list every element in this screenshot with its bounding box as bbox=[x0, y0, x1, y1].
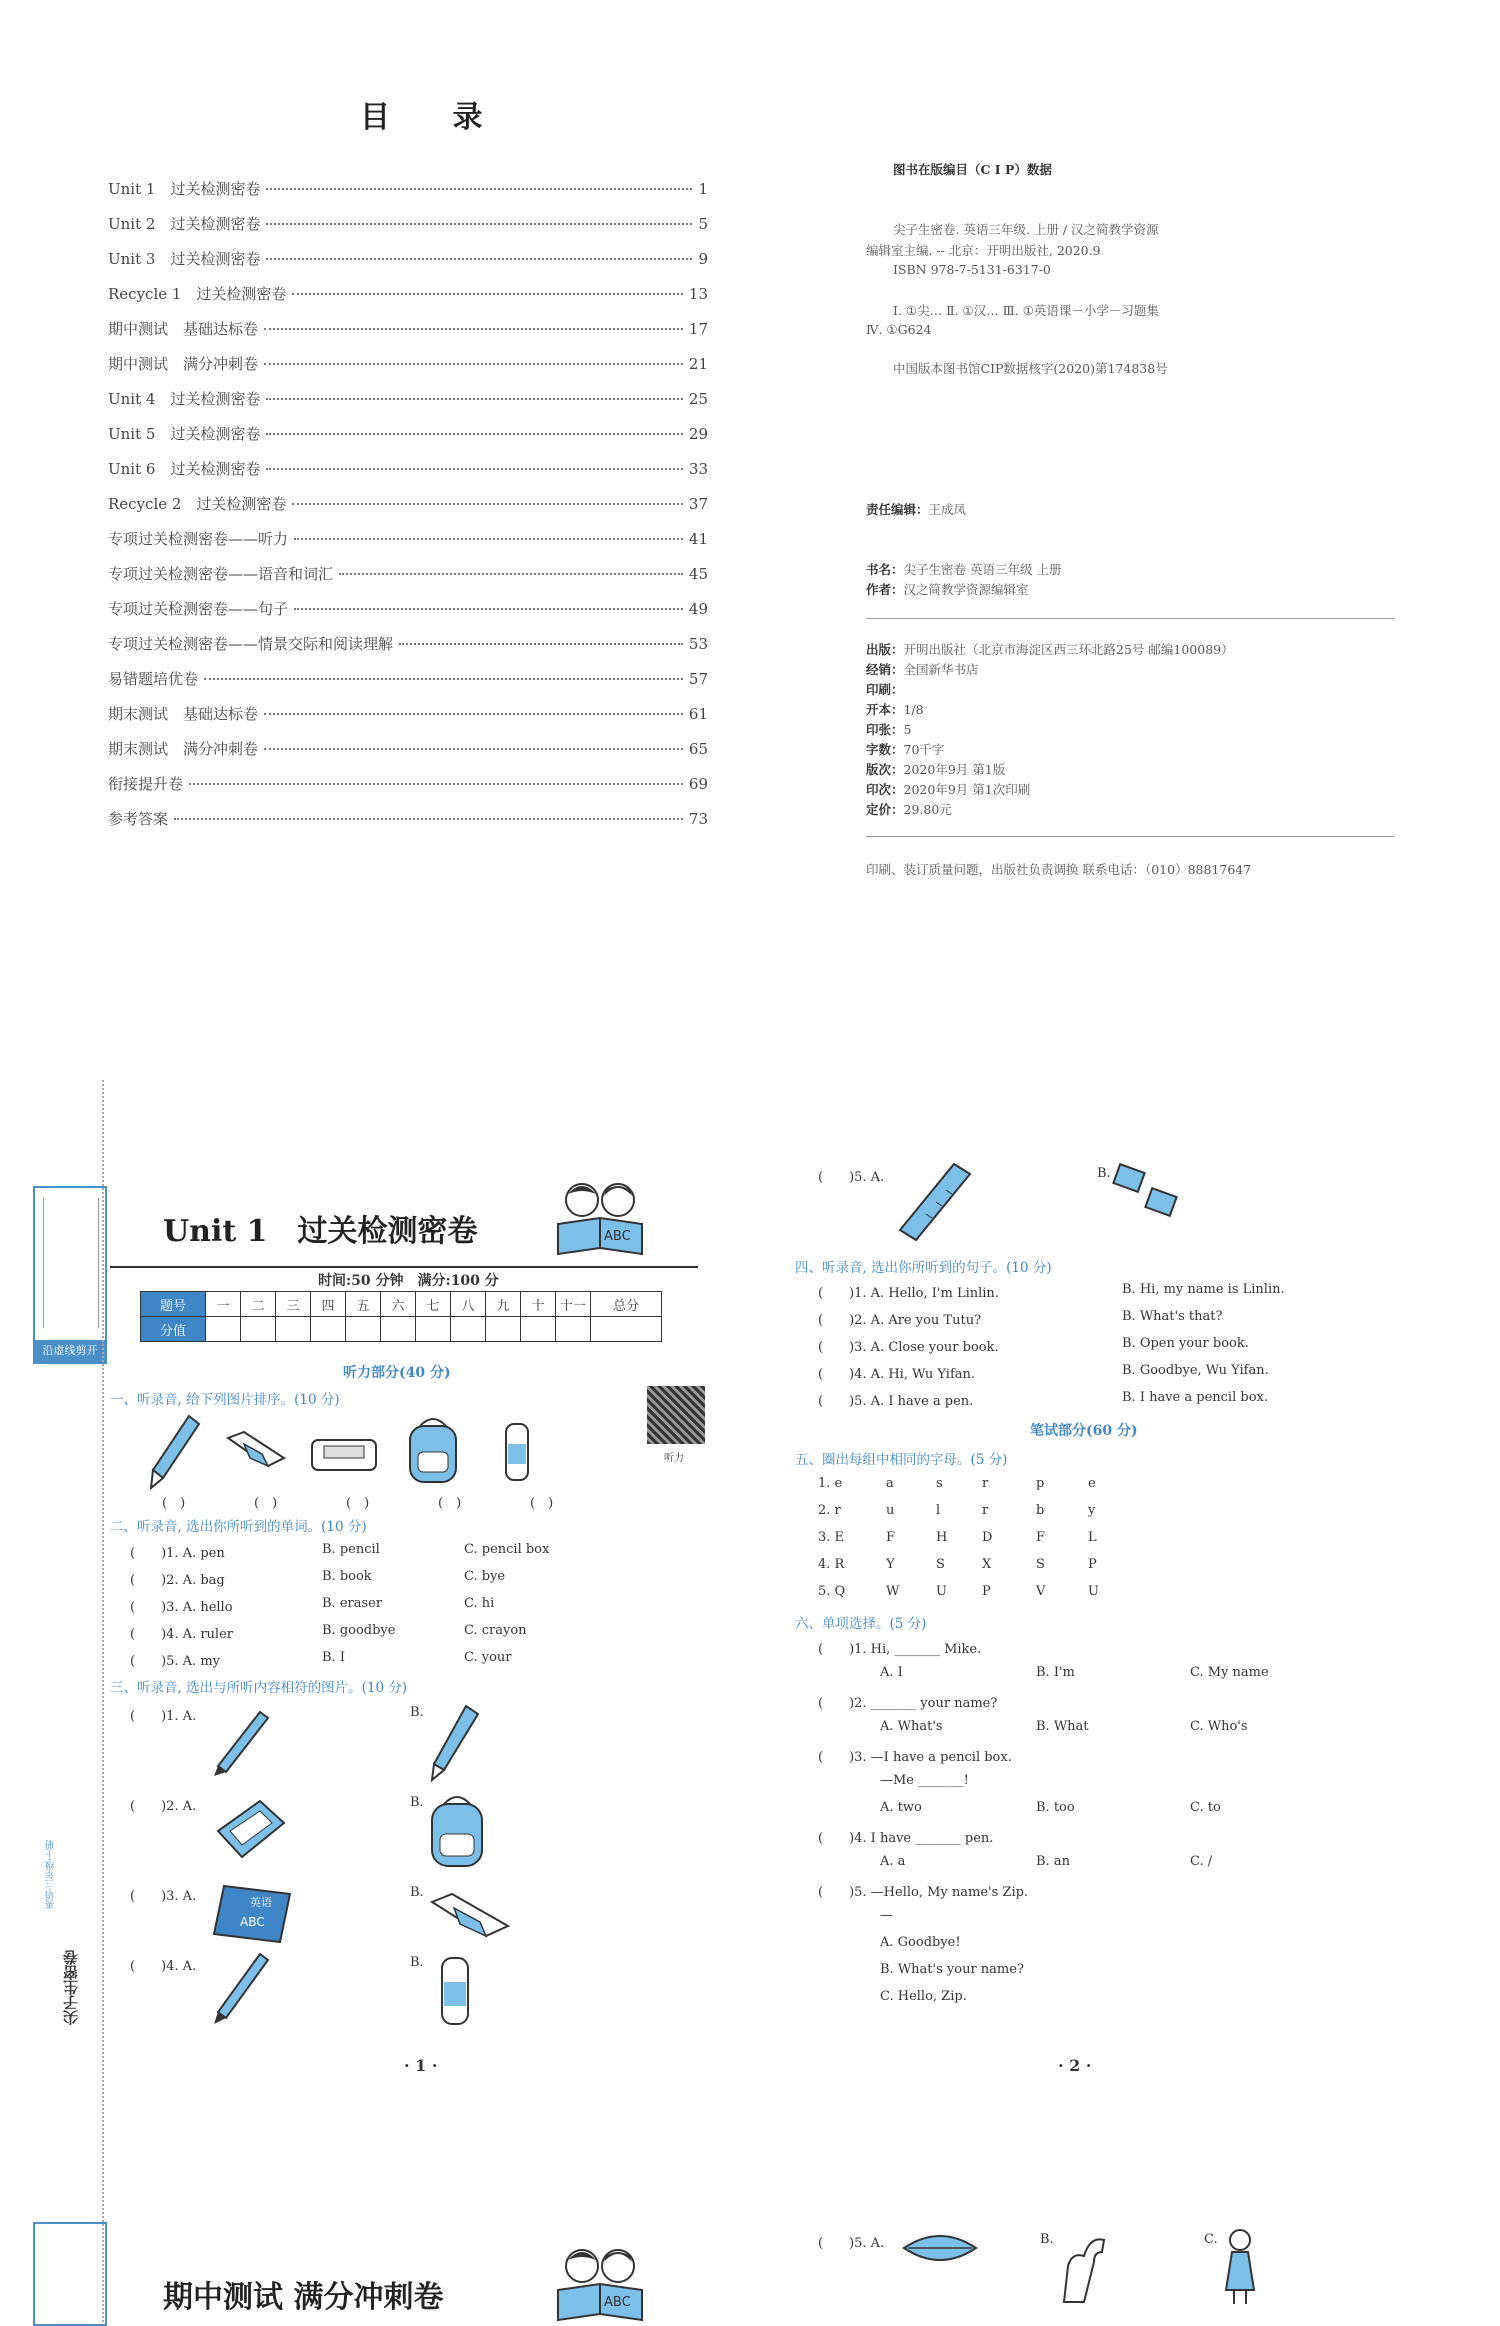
score-cell bbox=[556, 1317, 591, 1342]
letter-cell: V bbox=[1036, 1584, 1046, 1599]
score-header: 二 bbox=[241, 1292, 276, 1317]
kids-reading-icon bbox=[540, 2244, 660, 2322]
toc-leader bbox=[266, 188, 692, 190]
toc-page: 45 bbox=[688, 565, 708, 583]
question-text: ( )2. _______ your name? bbox=[818, 1696, 998, 1711]
cip-detail-key: 印张： bbox=[866, 722, 904, 737]
letter-cell: y bbox=[1088, 1503, 1096, 1518]
score-header: 五 bbox=[346, 1292, 381, 1317]
letter-cell: 4. R bbox=[818, 1557, 845, 1572]
toc-row bbox=[108, 528, 708, 562]
toc-row bbox=[108, 563, 708, 597]
page1-title: Unit 1 过关检测密卷 bbox=[163, 1214, 478, 1249]
toc-row bbox=[108, 738, 708, 772]
score-header: 八 bbox=[451, 1292, 486, 1317]
mouth-icon bbox=[900, 2228, 980, 2268]
toc-label: Unit 4 过关检测密卷 bbox=[108, 390, 261, 408]
pen-icon bbox=[145, 1412, 205, 1492]
letter-cell: b bbox=[1036, 1503, 1045, 1518]
score-header: 九 bbox=[486, 1292, 521, 1317]
cip-detail-value: 2020年9月 第1版 bbox=[903, 762, 1006, 777]
toc-label: 期末测试 满分冲刺卷 bbox=[108, 740, 259, 758]
page3-title: 期中测试 满分冲刺卷 bbox=[163, 2280, 444, 2315]
glue-icon bbox=[496, 1414, 540, 1488]
toc-label: 专项过关检测密卷——情景交际和阅读理解 bbox=[108, 635, 394, 653]
badge-text: ABC bbox=[604, 1229, 631, 1244]
arm-icon bbox=[1054, 2226, 1114, 2306]
score-cell bbox=[241, 1317, 276, 1342]
question-option: B. What's that? bbox=[1122, 1309, 1223, 1324]
answer-option: B. I'm bbox=[1036, 1665, 1075, 1680]
question-option: B. goodbye bbox=[322, 1623, 396, 1638]
toc-row bbox=[108, 388, 708, 422]
toc-leader bbox=[399, 643, 683, 645]
score-cell bbox=[416, 1317, 451, 1342]
letter-cell: 3. E bbox=[818, 1530, 845, 1545]
score-cell bbox=[311, 1317, 346, 1342]
cip-line: 中国版本图书馆CIP数据核字(2020)第174838号 bbox=[893, 361, 1168, 376]
title-rule bbox=[110, 1266, 698, 1268]
score-cell bbox=[521, 1317, 556, 1342]
toc-row bbox=[108, 178, 708, 212]
letter-cell: S bbox=[936, 1557, 945, 1572]
cip-line: ISBN 978-7-5131-6317-0 bbox=[893, 262, 1051, 277]
cip-detail-value: 2020年9月 第1次印刷 bbox=[903, 782, 1031, 797]
cip-detail-value: 29.80元 bbox=[903, 802, 952, 817]
score-header: 七 bbox=[416, 1292, 451, 1317]
toc-page: 17 bbox=[688, 320, 708, 338]
side-note: 沿虚线剪开 bbox=[35, 1340, 105, 1362]
score-header: 四 bbox=[311, 1292, 346, 1317]
toc-leader bbox=[266, 223, 692, 225]
q5-label: ( )5. A. bbox=[818, 2236, 885, 2251]
toc-row bbox=[108, 808, 708, 842]
question-text: ( )1. Hi, _______ Mike. bbox=[818, 1642, 982, 1657]
cip-heading: 图书在版编目（C I P）数据 bbox=[893, 162, 1052, 177]
question-text: — bbox=[880, 1908, 893, 1923]
toc-page: 25 bbox=[688, 390, 708, 408]
question-option: B. Hi, my name is Linlin. bbox=[1122, 1282, 1285, 1297]
cip-detail-row bbox=[866, 760, 1005, 778]
letter-cell: l bbox=[936, 1503, 941, 1518]
score-cell: 分值 bbox=[141, 1317, 206, 1342]
question-option: ( )2. A. bag bbox=[130, 1573, 225, 1588]
side-strip bbox=[33, 1186, 107, 1364]
question-option: ( )4. A. ruler bbox=[130, 1627, 233, 1642]
toc-label: Recycle 1 过关检测密卷 bbox=[108, 285, 287, 303]
page-number: · 1 · bbox=[404, 2056, 438, 2075]
bag-icon bbox=[424, 1790, 490, 1870]
listening-heading: 听力部分(40 分) bbox=[343, 1365, 451, 1381]
option-b-label: B. bbox=[410, 1705, 424, 1720]
toc-label: 期末测试 基础达标卷 bbox=[108, 705, 259, 723]
toc-label: 衔接提升卷 bbox=[108, 775, 184, 793]
toc-label: 参考答案 bbox=[108, 810, 169, 828]
toc-leader bbox=[266, 433, 682, 435]
toc-label: Recycle 2 过关检测密卷 bbox=[108, 495, 287, 513]
cip-detail-key: 出版： bbox=[866, 642, 904, 657]
question-label: ( )2. A. bbox=[130, 1799, 197, 1814]
badge-text: ABC bbox=[604, 2295, 631, 2310]
cip-detail-value: 5 bbox=[903, 722, 912, 737]
section-3-heading: 三、听录音, 选出与所听内容相符的图片。(10 分) bbox=[110, 1680, 408, 1696]
question-option: B. eraser bbox=[322, 1596, 383, 1611]
cip-detail-key: 定价： bbox=[866, 802, 904, 817]
girl-icon bbox=[1220, 2226, 1260, 2306]
cip-detail-key: 开本： bbox=[866, 702, 904, 717]
section-4-heading: 四、听录音, 选出你所听到的句子。(10 分) bbox=[795, 1260, 1052, 1276]
q5-b-label: B. bbox=[1040, 2232, 1054, 2247]
toc-page: 21 bbox=[688, 355, 708, 373]
toc-page: 65 bbox=[688, 740, 708, 758]
cip-detail-key: 字数： bbox=[866, 742, 904, 757]
toc-leader bbox=[294, 608, 683, 610]
q5-b-label: B. bbox=[1097, 1166, 1111, 1181]
score-cell bbox=[206, 1317, 241, 1342]
toc-label: 专项过关检测密卷——语音和词汇 bbox=[108, 565, 334, 583]
letter-cell: H bbox=[936, 1530, 948, 1545]
toc-leader bbox=[204, 678, 683, 680]
cip-detail-key: 版次： bbox=[866, 762, 904, 777]
cip-line: Ⅰ. ①尖… Ⅱ. ①汉… Ⅲ. ①英语课－小学－习题集 bbox=[893, 303, 1159, 318]
toc-page: 53 bbox=[688, 635, 708, 653]
q5-c-label: C. bbox=[1204, 2232, 1218, 2247]
cip-detail-row bbox=[866, 640, 1234, 658]
letter-cell: 5. Q bbox=[818, 1584, 846, 1599]
sharpener-icon bbox=[1112, 1162, 1182, 1222]
question-option: B. I bbox=[322, 1650, 345, 1665]
score-header: 三 bbox=[276, 1292, 311, 1317]
answer-option: C. / bbox=[1190, 1854, 1213, 1869]
cip-line: 尖子生密卷. 英语三年级. 上册 / 汉之简教学资源 bbox=[893, 222, 1159, 237]
cip-detail-value: 全国新华书店 bbox=[903, 662, 979, 677]
letter-cell: s bbox=[936, 1476, 943, 1491]
toc-page: 5 bbox=[698, 215, 708, 233]
qr-caption: 听力 bbox=[664, 1453, 684, 1464]
answer-option: C. to bbox=[1190, 1800, 1221, 1815]
toc-row bbox=[108, 318, 708, 352]
letter-cell: a bbox=[886, 1476, 894, 1491]
question-option: ( )5. A. my bbox=[130, 1654, 221, 1669]
question-option: ( )5. A. I have a pen. bbox=[818, 1394, 974, 1409]
toc-row bbox=[108, 423, 708, 457]
answer-blank: ( ) bbox=[346, 1496, 370, 1511]
toc-leader bbox=[264, 748, 683, 750]
score-header: 总分 bbox=[591, 1292, 662, 1317]
answer-option: A. a bbox=[880, 1854, 906, 1869]
toc-row bbox=[108, 213, 708, 247]
question-option: B. book bbox=[322, 1569, 372, 1584]
letter-cell: 2. r bbox=[818, 1503, 841, 1518]
toc-leader bbox=[292, 293, 682, 295]
toc-page: 57 bbox=[688, 670, 708, 688]
toc-row bbox=[108, 283, 708, 317]
toc-row bbox=[108, 633, 708, 667]
toc-row bbox=[108, 598, 708, 632]
toc-row bbox=[108, 458, 708, 492]
toc-page: 1 bbox=[698, 180, 708, 198]
cip-divider bbox=[866, 836, 1394, 837]
toc-label: 专项过关检测密卷——听力 bbox=[108, 530, 289, 548]
letter-cell: P bbox=[1088, 1557, 1097, 1572]
letter-cell: Y bbox=[886, 1557, 895, 1572]
question-option: C. crayon bbox=[464, 1623, 527, 1638]
pencil-icon bbox=[212, 1708, 272, 1778]
question-text: ( )4. I have _______ pen. bbox=[818, 1831, 994, 1846]
letter-cell: P bbox=[982, 1584, 991, 1599]
letter-cell: e bbox=[1088, 1476, 1096, 1491]
cip-detail-key: 印刷： bbox=[866, 682, 904, 697]
side-strip bbox=[33, 2222, 107, 2326]
toc-label: 期中测试 基础达标卷 bbox=[108, 320, 259, 338]
ruler-icon bbox=[896, 1162, 976, 1242]
toc-leader bbox=[266, 398, 682, 400]
cip-footer: 印刷、装订质量问题，出版社负责调换 联系电话：（010）88817647 bbox=[866, 862, 1252, 877]
score-table bbox=[140, 1291, 662, 1342]
letter-cell: 1. e bbox=[818, 1476, 843, 1491]
question-option: B. I have a pencil box. bbox=[1122, 1390, 1268, 1405]
kids-reading-icon bbox=[540, 1178, 660, 1258]
cip-detail-key: 经销： bbox=[866, 662, 904, 677]
cip-bookname: 书名：尖子生密卷 英语三年级 上册 bbox=[866, 562, 1062, 577]
score-header: 十一 bbox=[556, 1292, 591, 1317]
option-b-label: B. bbox=[410, 1795, 424, 1810]
question-option: C. bye bbox=[464, 1569, 506, 1584]
answer-option: C. Who's bbox=[1190, 1719, 1248, 1734]
question-label: ( )3. A. bbox=[130, 1889, 197, 1904]
qr-code-icon[interactable] bbox=[647, 1386, 705, 1444]
toc-page: 73 bbox=[688, 810, 708, 828]
cip-detail-row bbox=[866, 660, 979, 678]
question-text: —Me _______! bbox=[880, 1773, 969, 1788]
letter-cell: r bbox=[982, 1476, 989, 1491]
question-text: ( )3. —I have a pencil box. bbox=[818, 1750, 1012, 1765]
question-label: ( )4. A. bbox=[130, 1959, 197, 1974]
letter-cell: r bbox=[982, 1503, 989, 1518]
book-word: 英语 bbox=[250, 1896, 272, 1909]
question-option: B. Open your book. bbox=[1122, 1336, 1249, 1351]
question-option: ( )1. A. pen bbox=[130, 1546, 225, 1561]
toc-label: Unit 5 过关检测密卷 bbox=[108, 425, 261, 443]
question-option: ( )3. A. Close your book. bbox=[818, 1340, 999, 1355]
option-b-label: B. bbox=[410, 1955, 424, 1970]
toc-leader bbox=[189, 783, 683, 785]
pencil-box-icon bbox=[210, 1793, 290, 1865]
toc-page: 29 bbox=[688, 425, 708, 443]
cip-detail-row bbox=[866, 720, 911, 738]
toc-page: 37 bbox=[688, 495, 708, 513]
answer-option: C. Hello, Zip. bbox=[880, 1989, 967, 2004]
cip-detail-row bbox=[866, 740, 944, 758]
cip-detail-row bbox=[866, 680, 904, 698]
score-header: 六 bbox=[381, 1292, 416, 1317]
q5-label: ( )5. A. bbox=[818, 1170, 885, 1185]
letter-cell: D bbox=[982, 1530, 993, 1545]
answer-option: A. two bbox=[880, 1800, 922, 1815]
toc-leader bbox=[266, 468, 682, 470]
section-6-heading: 六、单项选择。(5 分) bbox=[795, 1616, 927, 1632]
option-b-label: B. bbox=[410, 1885, 424, 1900]
cip-detail-row bbox=[866, 780, 1030, 798]
toc-leader bbox=[294, 538, 683, 540]
section-5-heading: 五、圈出每组中相同的字母。(5 分) bbox=[795, 1452, 1008, 1468]
answer-option: B. What's your name? bbox=[880, 1962, 1024, 1977]
letter-cell: X bbox=[982, 1557, 992, 1572]
toc-leader bbox=[339, 573, 683, 575]
toc-row bbox=[108, 773, 708, 807]
question-option: C. pencil box bbox=[464, 1542, 550, 1557]
letter-cell: L bbox=[1088, 1530, 1097, 1545]
cip-editor: 责任编辑：王成凤 bbox=[866, 502, 967, 517]
glue-icon bbox=[432, 1950, 482, 2030]
toc-page: 13 bbox=[688, 285, 708, 303]
section-2-heading: 二、听录音, 选出你所听到的单词。(10 分) bbox=[110, 1519, 367, 1535]
toc-page: 41 bbox=[688, 530, 708, 548]
book-icon bbox=[210, 1880, 296, 1946]
toc-page: 69 bbox=[688, 775, 708, 793]
cip-detail-value: 1/8 bbox=[903, 702, 924, 717]
toc-page: 9 bbox=[698, 250, 708, 268]
letter-cell: F bbox=[886, 1530, 896, 1545]
toc-label: Unit 6 过关检测密卷 bbox=[108, 460, 261, 478]
eraser-icon bbox=[222, 1428, 288, 1474]
toc-page: 49 bbox=[688, 600, 708, 618]
letter-cell: u bbox=[886, 1503, 895, 1518]
toc-label: 专项过关检测密卷——句子 bbox=[108, 600, 289, 618]
letter-cell: F bbox=[1036, 1530, 1046, 1545]
question-option: C. hi bbox=[464, 1596, 495, 1611]
question-option: ( )2. A. Are you Tutu? bbox=[818, 1313, 982, 1328]
toc-label: 期中测试 满分冲刺卷 bbox=[108, 355, 259, 373]
score-cell bbox=[346, 1317, 381, 1342]
pen-icon bbox=[428, 1702, 484, 1782]
cip-line: 编辑室主编. -- 北京：开明出版社, 2020.9 bbox=[866, 243, 1101, 258]
cip-detail-row bbox=[866, 800, 952, 818]
book-badge: ABC bbox=[240, 1915, 265, 1929]
answer-blank: ( ) bbox=[530, 1496, 554, 1511]
letter-cell: W bbox=[886, 1584, 900, 1599]
answer-blank: ( ) bbox=[254, 1496, 278, 1511]
letter-cell: U bbox=[1088, 1584, 1099, 1599]
time-info: 时间:50 分钟 满分:100 分 bbox=[318, 1273, 499, 1289]
toc-row bbox=[108, 493, 708, 527]
toc-leader bbox=[266, 258, 692, 260]
toc-row bbox=[108, 668, 708, 702]
side-brand: 尖子生密卷 bbox=[62, 1950, 80, 2025]
cip-line: Ⅳ. ①G624 bbox=[866, 322, 932, 337]
question-option: B. pencil bbox=[322, 1542, 380, 1557]
question-option: B. Goodbye, Wu Yifan. bbox=[1122, 1363, 1269, 1378]
cip-detail-value: 70千字 bbox=[903, 742, 945, 757]
toc-leader bbox=[264, 328, 683, 330]
question-option: ( )1. A. Hello, I'm Linlin. bbox=[818, 1286, 999, 1301]
answer-option: A. Goodbye! bbox=[880, 1935, 961, 1950]
toc-leader bbox=[292, 503, 682, 505]
toc-row bbox=[108, 248, 708, 282]
answer-option: A. I bbox=[880, 1665, 903, 1680]
section-1-heading: 一、听录音, 给下列图片排序。(10 分) bbox=[110, 1392, 340, 1408]
toc-page: 61 bbox=[688, 705, 708, 723]
question-label: ( )1. A. bbox=[130, 1709, 197, 1724]
toc-label: 易错题培优卷 bbox=[108, 670, 199, 688]
score-cell bbox=[451, 1317, 486, 1342]
score-header: 一 bbox=[206, 1292, 241, 1317]
pencil-box-icon bbox=[308, 1430, 380, 1476]
toc-leader bbox=[174, 818, 683, 820]
page-number: · 2 · bbox=[1058, 2056, 1092, 2075]
question-option: ( )4. A. Hi, Wu Yifan. bbox=[818, 1367, 976, 1382]
cip-divider bbox=[866, 618, 1394, 619]
writing-heading: 笔试部分(60 分) bbox=[1030, 1423, 1138, 1439]
toc-leader bbox=[264, 363, 683, 365]
toc-label: Unit 1 过关检测密卷 bbox=[108, 180, 261, 198]
score-cell bbox=[591, 1317, 662, 1342]
bag-icon bbox=[402, 1412, 464, 1486]
answer-option: B. What bbox=[1036, 1719, 1089, 1734]
answer-blank: ( ) bbox=[162, 1496, 186, 1511]
eraser-icon bbox=[426, 1890, 512, 1942]
question-option: ( )3. A. hello bbox=[130, 1600, 233, 1615]
letter-cell: S bbox=[1036, 1557, 1045, 1572]
score-cell bbox=[486, 1317, 521, 1342]
toc-row bbox=[108, 353, 708, 387]
score-cell bbox=[381, 1317, 416, 1342]
score-header: 十 bbox=[521, 1292, 556, 1317]
toc-leader bbox=[264, 713, 683, 715]
letter-cell: p bbox=[1036, 1476, 1045, 1491]
cip-detail-key: 印次： bbox=[866, 782, 904, 797]
question-text: ( )5. —Hello, My name's Zip. bbox=[818, 1885, 1029, 1900]
letter-cell: U bbox=[936, 1584, 947, 1599]
answer-option: A. What's bbox=[880, 1719, 943, 1734]
score-header: 题号 bbox=[141, 1292, 206, 1317]
answer-option: C. My name bbox=[1190, 1665, 1269, 1680]
answer-option: B. an bbox=[1036, 1854, 1070, 1869]
toc-row bbox=[108, 703, 708, 737]
cip-detail-row bbox=[866, 700, 924, 718]
answer-blank: ( ) bbox=[438, 1496, 462, 1511]
answer-option: B. too bbox=[1036, 1800, 1075, 1815]
toc-title: 目 录 bbox=[360, 100, 509, 135]
toc-page: 33 bbox=[688, 460, 708, 478]
toc-label: Unit 3 过关检测密卷 bbox=[108, 250, 261, 268]
toc-label: Unit 2 过关检测密卷 bbox=[108, 215, 261, 233]
pencil-icon bbox=[212, 1950, 272, 2026]
cut-line bbox=[102, 1080, 104, 2322]
cip-detail-value: 开明出版社（北京市海淀区西三环北路25号 邮编100089） bbox=[903, 642, 1234, 657]
question-option: C. your bbox=[464, 1650, 512, 1665]
side-small: 英语·三年级·上册 bbox=[46, 1840, 56, 1909]
cip-author: 作者：汉之简教学资源编辑室 bbox=[866, 582, 1029, 597]
score-cell bbox=[276, 1317, 311, 1342]
